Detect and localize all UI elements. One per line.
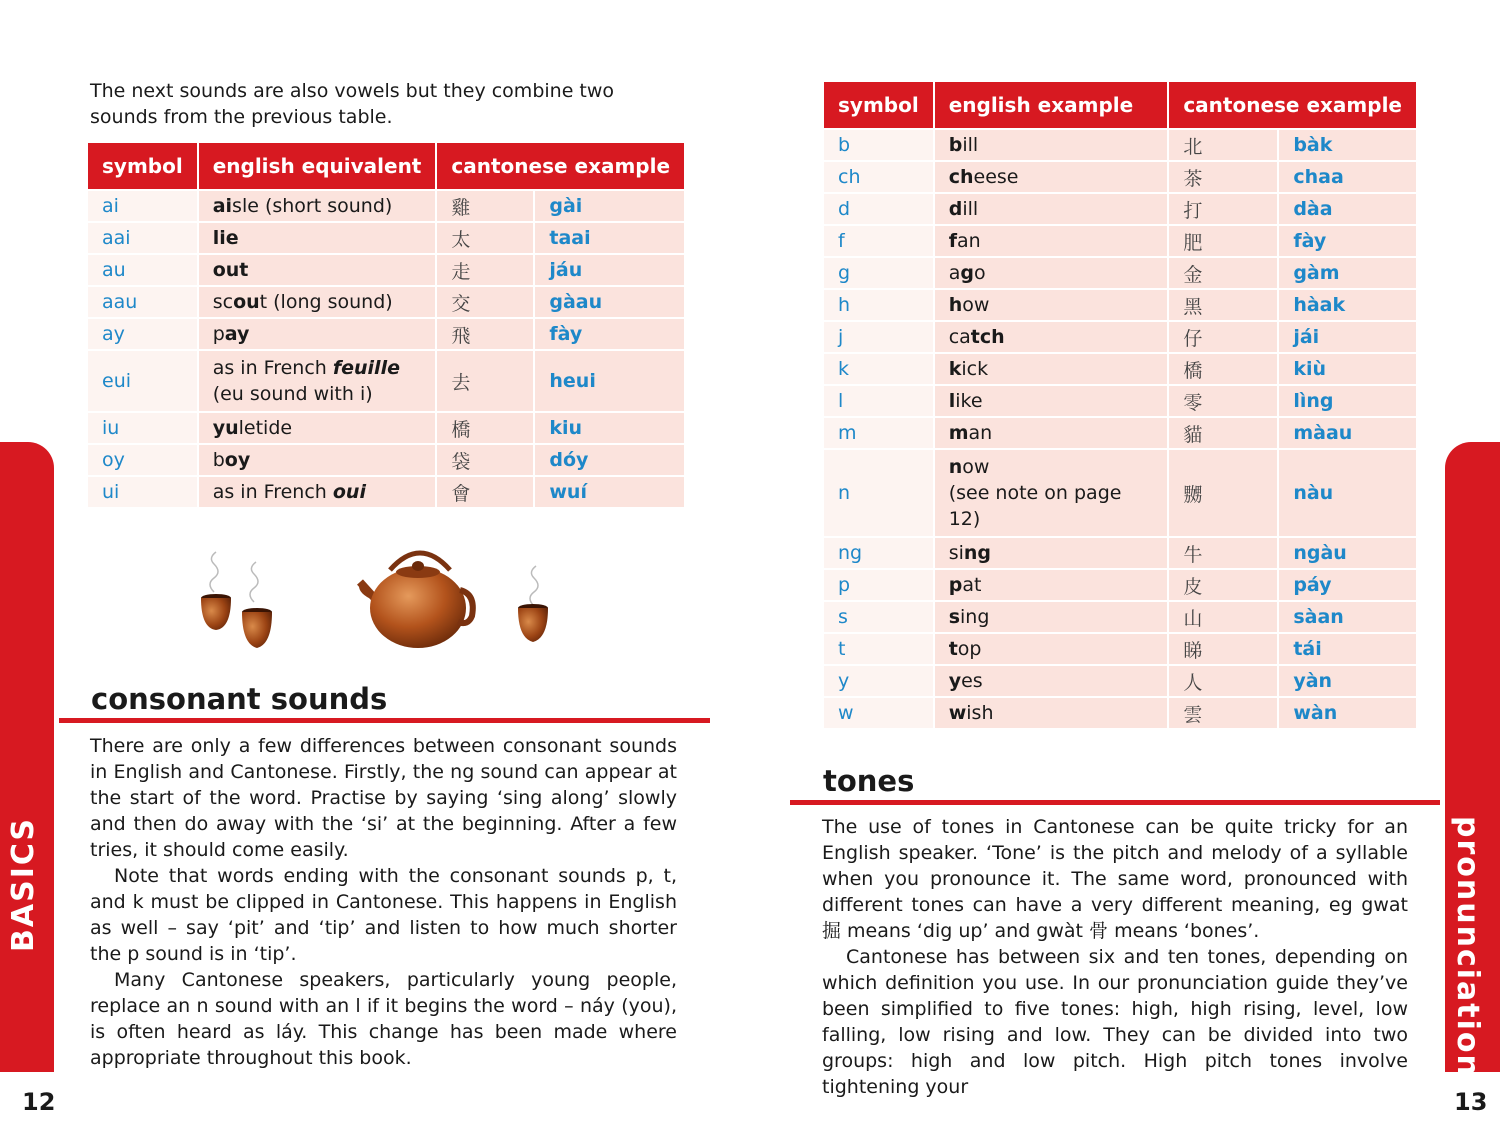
text-fragment: p [948,574,963,596]
chinese-character-cell: 太 [437,221,535,253]
paragraph: The use of tones in Cantonese can be quite tricky for an English speaker. ‘Tone’ is the pitch and melody of a syllable when you pronounce it. The same word, pronounced with different tones can have a very different meaning, eg gwat 掘 means ‘dig up’ and gwàt 骨 means ‘bones’. [822,816,1408,942]
symbol-cell: h [824,288,935,320]
text-fragment: ike [955,390,983,412]
chinese-character-cell: 飛 [437,317,535,349]
symbol-cell: eui [88,349,199,411]
english-cell [935,256,1170,288]
table-row [88,189,684,221]
chinese-character-cell: 仔 [1169,320,1279,352]
symbol-cell: ai [88,189,199,221]
chinese-character-cell: 零 [1169,384,1279,416]
text-fragment: sle (short sound) [232,195,393,217]
chinese-character-cell: 人 [1169,664,1279,696]
romanization-cell: lìng [1279,384,1416,416]
column-header: cantonese example [437,143,684,189]
romanization-cell: fày [1279,224,1416,256]
line [949,454,1154,480]
romanization-cell: jái [1279,320,1416,352]
text-fragment: yu [212,417,239,439]
table-row [824,384,1416,416]
symbol-cell: au [88,253,199,285]
chinese-character-cell: 肥 [1169,224,1279,256]
english-cell [199,189,438,221]
romanization-cell: gàm [1279,256,1416,288]
text-fragment: out [212,259,249,281]
symbol-cell: f [824,224,935,256]
english-cell [935,448,1170,536]
section-tab-pronunciation [1445,442,1500,1078]
table-row [88,253,684,285]
table-header-row [824,82,1416,128]
romanization-cell: taai [535,221,684,253]
romanization-cell: wàn [1279,696,1416,728]
text-fragment: an [956,230,981,252]
table-row [824,160,1416,192]
text-fragment: w [948,702,967,724]
table-row [88,349,684,411]
table-row [824,416,1416,448]
text-fragment: es [961,670,983,692]
tones-body [822,814,1408,1100]
text-fragment: ing [960,606,990,628]
english-cell [935,224,1170,256]
column-header: english example [935,82,1170,128]
paragraph: Note that words ending with the consonant sounds p, t, and k must be clipped in Cantonese. This happens in English as well – say ‘pit’ and ‘tip’ and listen to how much shorter the p sound is in ‘tip’. [90,865,677,965]
text-fragment: h [948,294,963,316]
symbol-cell: w [824,696,935,728]
romanization-cell: kiu [535,411,684,443]
english-cell [199,411,438,443]
romanization-cell: gài [535,189,684,221]
chinese-character-cell: 雞 [437,189,535,221]
table-row [824,192,1416,224]
romanization-cell: wuí [535,475,684,507]
column-header: symbol [824,82,935,128]
text-fragment: k [948,358,962,380]
english-cell [935,696,1170,728]
intro-text: The next sounds are also vowels but they combine two sounds from the previous table. [90,80,615,128]
page-number-left: 12 [22,1088,56,1116]
table-row [824,568,1416,600]
text-fragment: at [962,574,982,596]
symbol-cell: k [824,352,935,384]
table-row [824,696,1416,728]
symbol-cell: t [824,632,935,664]
page-number-right: 13 [1454,1088,1488,1116]
text-fragment: ick [961,358,989,380]
text-fragment: letide [238,417,293,439]
text-fragment: b [948,134,963,156]
text-fragment: si [948,542,964,564]
line: (see note on page 12) [948,482,1122,530]
text-fragment: t (long sound) [259,291,393,313]
heading-rule [59,718,710,723]
table-row [88,443,684,475]
text-fragment: y [948,670,962,692]
vowel-table [88,143,684,507]
section-tab-label: pronunciation [1450,816,1485,1078]
table-row [824,448,1416,536]
symbol-cell: d [824,192,935,224]
text-fragment: feuille [332,357,400,379]
text-fragment: as in French [212,357,333,379]
romanization-cell: màau [1279,416,1416,448]
text-fragment: p [212,323,225,345]
text-fragment: ng [963,542,992,564]
text-fragment: s [948,606,961,628]
chinese-character-cell: 黑 [1169,288,1279,320]
symbol-cell: j [824,320,935,352]
text-fragment: d [948,198,963,220]
text-fragment: oy [224,449,251,471]
column-header: cantonese example [1169,82,1416,128]
romanization-cell: dóy [535,443,684,475]
table-row [824,320,1416,352]
chinese-character-cell: 袋 [437,443,535,475]
text-fragment: ish [966,702,994,724]
text-fragment: a [948,262,961,284]
text-fragment: ill [962,198,979,220]
chinese-character-cell: 橋 [1169,352,1279,384]
english-cell [199,443,438,475]
chinese-character-cell: 會 [437,475,535,507]
tones-heading: tones [823,764,915,798]
chinese-character-cell: 去 [437,349,535,411]
chinese-character-cell: 茶 [1169,160,1279,192]
chinese-character-cell: 貓 [1169,416,1279,448]
english-cell [935,352,1170,384]
romanization-cell: nàu [1279,448,1416,536]
english-cell [199,475,438,507]
chinese-character-cell: 打 [1169,192,1279,224]
table-header-row [88,143,684,189]
symbol-cell: ay [88,317,199,349]
text-fragment: l [948,390,956,412]
chinese-character-cell: 雲 [1169,696,1279,728]
symbol-cell: b [824,128,935,160]
table-row [88,475,684,507]
table-row [824,664,1416,696]
paragraph: There are only a few differences between consonant sounds in English and Cantonese. Firstly, the ng sound can appear at the start of the word. Practise by saying ‘sing along’ slowly and then do away with the ‘si’ at the beginning. After a few tries, it should come easily. [90,735,677,861]
english-cell [199,221,438,253]
text-fragment: f [948,230,957,252]
text-fragment: ow [962,456,990,478]
symbol-cell: p [824,568,935,600]
romanization-cell: tái [1279,632,1416,664]
symbol-cell: ng [824,536,935,568]
chinese-character-cell: 走 [437,253,535,285]
text-fragment: oui [332,481,366,503]
english-cell [935,192,1170,224]
romanization-cell: páy [1279,568,1416,600]
chinese-character-cell: 嬲 [1169,448,1279,536]
consonant-table [824,82,1416,728]
text-fragment: ou [233,291,260,313]
chinese-character-cell: 北 [1169,128,1279,160]
symbol-cell: m [824,416,935,448]
line [213,355,422,381]
text-fragment: sc [212,291,234,313]
text-fragment: g [960,262,974,284]
symbol-cell: n [824,448,935,536]
symbol-cell: y [824,664,935,696]
table-row [88,411,684,443]
english-cell [935,128,1170,160]
column-header: english equivalent [199,143,438,189]
table-row [88,285,684,317]
text-fragment: eese [973,166,1019,188]
english-cell [935,632,1170,664]
symbol-cell: ch [824,160,935,192]
english-cell [199,349,438,411]
table-row [824,288,1416,320]
table-row [88,221,684,253]
text-fragment: o [973,262,986,284]
text-fragment: op [957,638,982,660]
text-fragment: ca [948,326,971,348]
text-fragment: ill [962,134,979,156]
text-fragment: m [948,422,969,444]
table-row [88,317,684,349]
romanization-cell: bàk [1279,128,1416,160]
table-row [824,128,1416,160]
symbol-cell: g [824,256,935,288]
english-cell [935,288,1170,320]
english-cell [935,416,1170,448]
chinese-character-cell: 皮 [1169,568,1279,600]
symbol-cell: ui [88,475,199,507]
romanization-cell: chaa [1279,160,1416,192]
text-fragment: t [948,638,958,660]
text-fragment: tch [970,326,1005,348]
chinese-character-cell: 交 [437,285,535,317]
text-fragment: ow [962,294,990,316]
romanization-cell: jáu [535,253,684,285]
symbol-cell: s [824,600,935,632]
english-cell [935,384,1170,416]
table-row [824,536,1416,568]
section-tab-basics [0,442,54,1072]
symbol-cell: aau [88,285,199,317]
line: (eu sound with i) [212,383,373,405]
english-cell [199,285,438,317]
column-header: symbol [88,143,199,189]
paragraph: Cantonese has between six and ten tones, depending on which definition you use. In our pronunciation guide they’ve been simplified to five tones: high, high rising, level, low falling, low rising and low. They can be divided into two groups: high and low pitch. High pitch tones involve tightening your [822,946,1408,1098]
english-cell [935,568,1170,600]
romanization-cell: heui [535,349,684,411]
romanization-cell: ngàu [1279,536,1416,568]
english-cell [935,664,1170,696]
chinese-character-cell: 山 [1169,600,1279,632]
consonant-sounds-body [90,733,677,1071]
romanization-cell: yàn [1279,664,1416,696]
text-fragment: lie [212,227,239,249]
table-row [824,224,1416,256]
english-cell [935,536,1170,568]
symbol-cell: iu [88,411,199,443]
table-row [824,600,1416,632]
teapot-icon [359,553,473,648]
romanization-cell: gàau [535,285,684,317]
english-cell [935,600,1170,632]
text-fragment: b [212,449,225,471]
chinese-character-cell: 金 [1169,256,1279,288]
table-row [824,632,1416,664]
english-cell [199,253,438,285]
chinese-character-cell: 橋 [437,411,535,443]
text-fragment: an [968,422,993,444]
table-row [824,256,1416,288]
romanization-cell: hàak [1279,288,1416,320]
english-cell [935,320,1170,352]
english-cell [935,160,1170,192]
table-row [824,352,1416,384]
text-fragment: ay [224,323,250,345]
chinese-character-cell: 睇 [1169,632,1279,664]
paragraph: Many Cantonese speakers, particularly young people, replace an n sound with an l if it begins the word – náy (you), is often heard as láy. This change has been made where appropriate throughout this book. [90,969,677,1069]
heading-rule [790,800,1440,805]
romanization-cell: sàan [1279,600,1416,632]
english-cell [199,317,438,349]
romanization-cell: kiù [1279,352,1416,384]
symbol-cell: oy [88,443,199,475]
text-fragment: ch [948,166,974,188]
symbol-cell: aai [88,221,199,253]
romanization-cell: dàa [1279,192,1416,224]
chinese-character-cell: 牛 [1169,536,1279,568]
romanization-cell: fày [535,317,684,349]
symbol-cell: l [824,384,935,416]
consonant-sounds-heading: consonant sounds [91,682,388,716]
text-fragment: n [948,456,963,478]
text-fragment: as in French [212,481,333,503]
teapot-and-cups-illustration [190,540,560,660]
text-fragment: ai [212,195,233,217]
section-tab-label: BASICS [6,816,41,952]
